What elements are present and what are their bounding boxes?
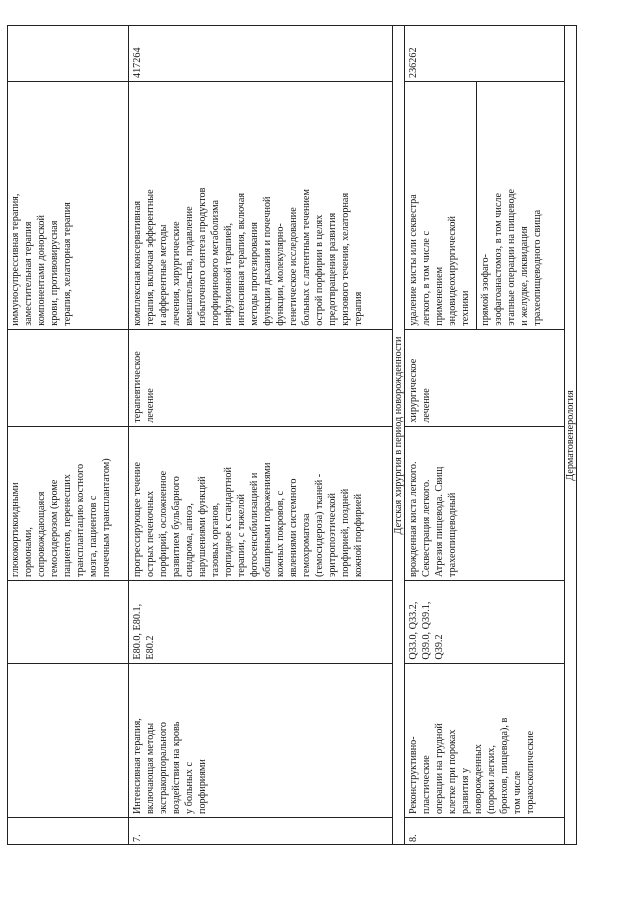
row-cont-kind-cell	[7, 329, 129, 426]
section-title: Дерматовенерология	[565, 390, 576, 481]
section-header-dermatovenerology	[565, 25, 577, 845]
row7-cost-cell	[129, 25, 393, 81]
row8-name: Реконструктивно- пластические операции на грудной клетке при пороках развития у новорожденных (пороки легких, бронхов, пищевода), в том числе торакоскопические	[408, 717, 536, 814]
row8-codes-cell	[405, 580, 565, 663]
row-cont-method-cell	[7, 81, 129, 329]
row7-num: 7.	[132, 834, 143, 842]
row7-kind-cell	[129, 329, 393, 426]
row8-codes: Q33.0, Q33.2, Q39.0, Q39.1, Q39.2	[408, 601, 445, 660]
row8-model-cell	[405, 426, 565, 580]
row7-name: Интенсивная терапия, включающая методы экстракорпорального воздействия на кровь у больных с порфириями	[132, 718, 208, 814]
row7-codes-cell	[129, 580, 393, 663]
row7-codes: E80.0, E80.1, E80.2	[132, 603, 156, 660]
row8-method-b: прямой эзофаго- эзофагоанастомоз, в том числе этапные операции на пищеводе и желудке, ликвидация трахеопищеводного свища	[480, 188, 543, 326]
row-cont-cost-cell	[7, 25, 129, 81]
row8-model: врожденная киста легкого. Секвестрация легкого. Атрезия пищевода. Свищ трахеопищеводный	[408, 461, 458, 578]
row8-kind: хирургическое лечение	[408, 358, 432, 423]
rotated-table-wrapper	[7, 25, 577, 845]
row7-name-cell	[129, 663, 393, 817]
row7-cost: 417264	[132, 47, 143, 78]
section-title: Детская хирургия в период новорожденности	[393, 336, 404, 535]
section-header-neonatal-surgery	[393, 25, 405, 845]
row8-cost-cell	[405, 25, 565, 81]
row-cont-model-cell	[7, 426, 129, 580]
row8-method-a: удаление кисты или секвестра легкого, в том числе с применением эндовидеохирургической техники	[408, 194, 471, 326]
row8-method-b-cell	[477, 81, 565, 329]
row-cont-name-cell	[7, 663, 129, 817]
row7-num-cell	[129, 817, 393, 845]
row8-name-cell	[405, 663, 565, 817]
row-cont-codes-cell	[7, 580, 129, 663]
row7-method-cell	[129, 81, 393, 329]
row-cont-method: иммуносупрессивная терапия, заместительная терапия компонентами донорской крови, противовирусная терапия, хелаторная терапия	[10, 193, 73, 326]
row8-cost: 236262	[408, 47, 419, 78]
row-cont-model: глюкокортикоидными гормонами, сопровождающаяся гемосидерозом (кроме пациентов, перенесших трансплантацию костного мозга, пациентов с почечным трансплантатом)	[10, 458, 112, 578]
row8-num: 8.	[408, 834, 419, 842]
row-cont-num-cell	[7, 817, 129, 845]
row7-kind: терапевтическое лечение	[132, 351, 156, 423]
row7-model: прогрессирующее течение острых печеночных порфирий, осложненное развитием бульбарного синдрома, апноэ, нарушениями функций тазовых органов, торпидное к стандартной терапии, с тяжелой фотосенсибилизацией и обширными поражениями кожных покровов, с явлениями системного гемохроматоза (гемосидероза) тканей - эритропоэтической порфирией, поздней кожной порфирией	[132, 461, 364, 578]
row8-method-a-cell	[405, 81, 477, 329]
vmp-table	[7, 25, 577, 845]
row8-num-cell	[405, 817, 565, 845]
row8-kind-cell	[405, 329, 565, 426]
row7-model-cell	[129, 426, 393, 580]
row7-method: комплексная консервативная терапия, включая эфферентные и афферентные методы лечения, хирургические вмешательства, подавление избыточного синтеза продуктов порфиринового метаболизма инфузионной терапией, интенсивная терапия, включая методы протезирования функции дыхания и почечной функции, молекулярно- генетическое исследование больных с латентным течением острой порфирии в целях предотвращения развития кризового течения, хелаторная терапия	[132, 187, 364, 326]
